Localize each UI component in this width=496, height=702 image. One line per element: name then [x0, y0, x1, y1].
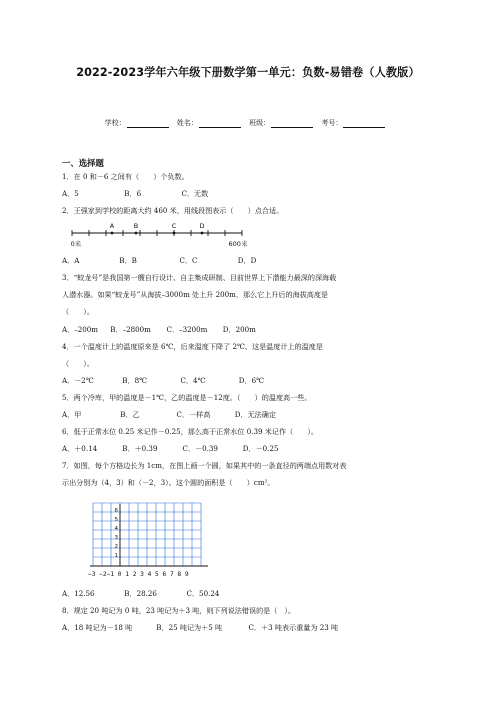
y-label-2: 2 [114, 544, 118, 550]
question-7-stem-line-2: 示出分别为（4，3）和（－2，3）。这个圆的面积是（ ）cm²。 [62, 478, 275, 487]
q6-option-c[interactable]: C．－0.39 [182, 444, 218, 453]
q6-option-a[interactable]: A．＋0.14 [62, 444, 98, 453]
q6-option-d[interactable]: D．－0.25 [242, 444, 279, 453]
number-line-diagram [62, 222, 262, 252]
q7-option-c[interactable]: C．50.24 [186, 589, 220, 598]
point-d-label: D [199, 222, 205, 230]
school-blank[interactable] [127, 119, 169, 128]
q3-option-d[interactable]: D．200m [222, 325, 256, 334]
name-blank[interactable] [199, 119, 241, 128]
name-label: 姓名： [176, 119, 198, 127]
q8-option-b[interactable]: B．25 吨记为＋5 吨 [156, 623, 223, 632]
point-a-label: A [109, 222, 115, 230]
point-c [173, 232, 176, 235]
question-6-options [62, 444, 278, 454]
q7-option-a[interactable]: A．12.56 [62, 589, 95, 598]
q8-option-a[interactable]: A．18 吨记为－18 吨 [62, 623, 133, 632]
question-8-stem: 8．规定 20 吨记为 0 吨，23 吨记为＋3 吨，则下列说法错误的是（ ）。 [62, 606, 296, 615]
student-info-row [0, 118, 496, 128]
school-label: 学校： [104, 119, 126, 127]
point-c-label: C [171, 222, 177, 230]
q1-option-c[interactable]: C．无数 [181, 189, 209, 198]
q1-option-a[interactable]: A．5 [62, 189, 79, 198]
q8-option-c[interactable]: C．＋3 吨表示重量为 23 吨 [248, 623, 339, 632]
q2-option-c[interactable]: C．C [179, 256, 198, 265]
question-3-options [62, 325, 256, 335]
q3-option-a[interactable]: A．–200m [62, 325, 99, 334]
q2-option-b[interactable]: B．B [119, 256, 137, 265]
q5-option-b[interactable]: B．乙 [120, 410, 140, 419]
y-label-1: 1 [114, 553, 118, 559]
question-3-stem-line-2: 人潜水器。如果“蛟龙号”从海拔–3000m 处上升 200m，那么它上升后的海拔高度是 [62, 290, 329, 299]
page-title: 2022-2023学年六年级下册数学第一单元：负数-易错卷（人教版） [76, 66, 420, 79]
class-blank[interactable] [271, 119, 313, 128]
question-7-stem-line-1: 7．如图，每个方格边长为 1cm，在图上画一个圆，如果其中的一条直径的两端点用数对表 [62, 461, 347, 470]
x-axis-labels: −3 −2−1 0 1 2 3 4 5 6 7 8 9 [88, 571, 189, 578]
question-1-options [62, 189, 208, 199]
q5-option-c[interactable]: C．一样高 [176, 410, 211, 419]
point-a [111, 232, 114, 235]
question-6-stem: 6．低于正常水位 0.25 米记作－0.25，那么高于正常水位 0.39 米记作（ ）。 [62, 427, 318, 436]
point-d [201, 232, 204, 235]
end-label: 600米 [228, 240, 248, 248]
coordinate-grid-diagram [84, 500, 214, 580]
y-label-3: 3 [114, 535, 118, 541]
q4-option-b[interactable]: B．8℃ [122, 376, 148, 385]
q5-option-a[interactable]: A．甲 [62, 410, 82, 419]
question-4-stem-line-2: （ ）。 [62, 359, 94, 368]
q2-option-a[interactable]: A．A [62, 256, 80, 265]
q5-option-d[interactable]: D．无法确定 [234, 410, 276, 419]
question-3-stem-line-1: 3．“蛟龙号”是我国第一艘自行设计、自主集成研制、目前世界上下潜能力最深的深海载 [62, 273, 337, 282]
point-b-label: B [133, 222, 139, 230]
exam-no-blank[interactable] [343, 119, 385, 128]
section-heading: 一、选择题 [62, 158, 104, 168]
question-4-stem-line-1: 4．一个温度计上的温度原来是 6℃，后来温度下降了 2℃、这是温度计上的温度是 [62, 342, 323, 351]
start-label: 0米 [70, 240, 82, 248]
q4-option-d[interactable]: D．6℃ [238, 376, 265, 385]
q3-option-b[interactable]: B．–2800m [110, 325, 151, 334]
q7-option-b[interactable]: B．28.26 [124, 589, 157, 598]
q3-option-c[interactable]: C．–3200m [166, 325, 208, 334]
class-label: 班级： [249, 119, 271, 127]
question-1-stem: 1．在 0 和－6 之间有（ ）个负数。 [62, 172, 189, 181]
question-3-stem-line-3: （ ）。 [62, 307, 94, 316]
question-2-options [62, 256, 256, 266]
y-label-5: 5 [114, 517, 118, 523]
y-label-4: 4 [114, 526, 118, 532]
q2-option-d[interactable]: D．D [237, 256, 257, 265]
q1-option-b[interactable]: B．6 [124, 189, 142, 198]
y-label-6: 6 [114, 508, 118, 514]
q6-option-b[interactable]: B．＋0.39 [122, 444, 158, 453]
question-5-options [62, 410, 276, 420]
question-5-stem: 5．两个冷库，甲的温度是－1℃，乙的温度是－12度。（ ）的温度高一些。 [62, 393, 312, 402]
grid-lines [93, 503, 201, 566]
point-b [135, 232, 138, 235]
question-2-stem: 2．王强家到学校的距离大约 460 米，用线段图表示（ ）点合适。 [62, 206, 284, 215]
question-7-options [62, 589, 219, 599]
exam-no-label: 考号： [321, 119, 343, 127]
q4-option-a[interactable]: A．－2℃ [62, 376, 94, 385]
question-8-options [62, 623, 338, 633]
q4-option-c[interactable]: C．4℃ [180, 376, 206, 385]
question-4-options [62, 376, 264, 386]
